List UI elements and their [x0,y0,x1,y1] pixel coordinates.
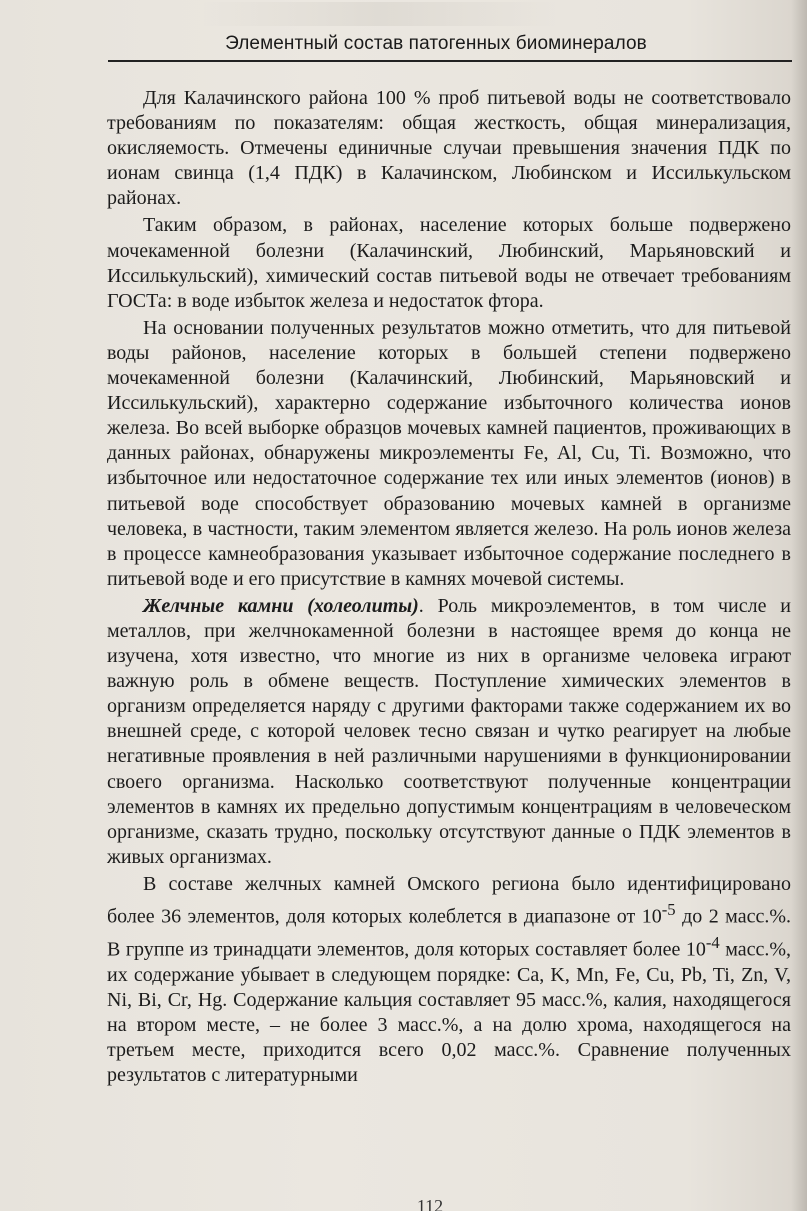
running-title: Элементный состав патогенных биоминералов [225,33,647,54]
paragraph [107,872,791,1088]
page-number: 112 [416,1196,444,1211]
exponent: -5 [661,900,676,919]
paragraph-text: масс.%, их содержание убывает в следующем порядке: Ca, K, Mn, Fe, Cu, Pb, Ti, Zn, V, Ni, Bi, Cr, Hg. Содержание кальция составляет 95 масс.%, калия, находящегося на втором месте, – не более 3 масс.%, а на долю хрома, находящегося на третьем месте, приходится всего 0,02 масс.%. Сравнение полученных результатов с литературными [107,938,792,1086]
paragraph-text: В составе желчных камней Омского региона было идентифицировано более 36 элементов, доля которых колеблется в диапазоне от 10 [107,872,791,928]
paragraph-text: . Роль микроэлементов, в том числе и металлов, при желчнокаменной болезни в настоящее время до конца не изучена, хотя известно, что многие из них в организме человека играют важную роль в обмене веществ. Поступление химических элементов в организм определяется наряду с другими факторами также содержанием их во внешней среде, с которой человек тесно связан и чутко реагирует на любые негативные проявления в ней различными нарушениями в функционировании своего организма. Насколько соответствуют полученные концентрации элементов в камнях их предельно допустимым концентрациям в человеческом организме, сказать трудно, поскольку отсутствуют данные о ПДК элементов в живых организмах. [107,594,791,868]
paragraph-text: На основании полученных результатов можно отметить, что для питьевой воды районов, население которых в большей степени подвержено мочекаменной болезни (Калачинский, Любинский, Марьяновский и Иссилькульский), характерно содержание избыточного количества ионов железа. Во всей выборке образцов мочевых камней пациентов, проживающих в данных районах, обнаружены микроэлементы Fe, Al, Cu, Ti. Возможно, что избыточное или недостаточное содержание тех или иных элементов (ионов) в питьевой воде способствует образованию мочевых камней в организме человека, в частности, таким элементом является железо. На роль ионов железа в процессе камнеобразования указывает избыточное содержание последнего в питьевой воде и его присутствие в камнях мочевой системы. [107,316,791,590]
section-heading: Желчные камни (холеолиты) [143,594,419,617]
binding-shadow [791,0,807,1211]
paragraph [107,213,791,313]
paragraph-text: Для Калачинского района 100 % проб питьевой воды не соответствовало требованиям по показателям: общая жесткость, общая минерализация, окисляемость. Отмечены единичные случаи превышения значения ПДК по ионам свинца (1,4 ПДК) в Калачинском, Любинском и Иссилькульском районах. [107,87,791,210]
exponent: -4 [705,932,720,952]
paragraph [107,594,791,870]
paragraph-text: Таким образом, в районах, население которых больше подвержено мочекаменной болезни (Калачинский, Любинский, Марьяновский и Иссилькульский), химический состав питьевой воды не отвечает требованиям ГОСТа: в воде избыток железа и недостаток фтора. [107,214,791,312]
paragraph-text: до 2 масс.%. В группе из тринадцати элементов, доля которых составляет более 10 [107,905,791,961]
show-through-shadow [200,2,560,26]
paragraph [107,316,791,592]
body-text [107,86,791,1090]
paragraph [107,86,791,211]
header-rule [108,60,792,62]
